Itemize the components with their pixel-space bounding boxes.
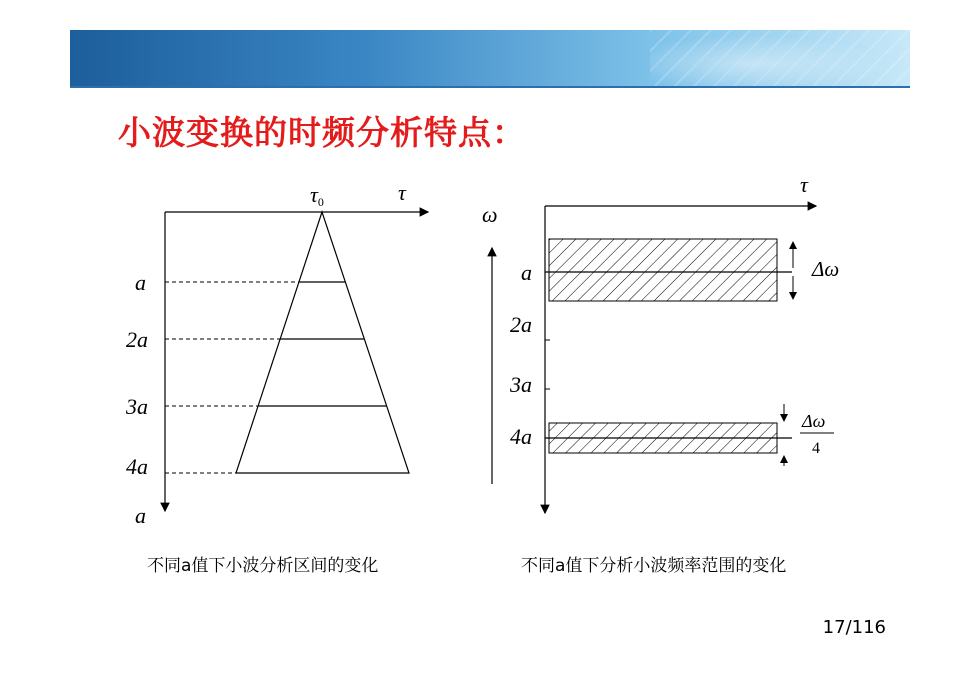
right-label-2a: 2a bbox=[510, 312, 532, 337]
right-label-4a: 4a bbox=[510, 424, 532, 449]
right-diagram bbox=[482, 172, 839, 513]
left-label-3a: 3a bbox=[126, 394, 148, 419]
delta-omega-label: Δω bbox=[812, 257, 840, 281]
wavelet-window-triangle bbox=[236, 212, 409, 473]
delta-omega-fraction-denominator: 4 bbox=[812, 440, 820, 457]
right-label-a: a bbox=[521, 260, 532, 285]
right-label-3a: 3a bbox=[510, 372, 532, 397]
right-caption: 不同a值下分析小波频率范围的变化 bbox=[521, 556, 787, 576]
left-axis-label-a: a bbox=[135, 503, 146, 528]
delta-omega-fraction-numerator: Δω bbox=[802, 411, 826, 431]
left-tau-label: τ bbox=[398, 180, 406, 205]
omega-label: ω bbox=[482, 202, 498, 227]
band-a-hatch bbox=[549, 239, 777, 301]
right-tau-label: τ bbox=[800, 172, 808, 197]
tau0-label: τ0 bbox=[310, 182, 324, 209]
page-number: 17/116 bbox=[822, 617, 886, 638]
left-diagram bbox=[125, 180, 428, 528]
slide-title: 小波变换的时频分析特点： bbox=[118, 113, 526, 152]
left-label-a: a bbox=[135, 270, 146, 295]
left-caption: 不同a值下小波分析区间的变化 bbox=[147, 556, 379, 576]
left-label-2a: 2a bbox=[126, 327, 148, 352]
left-label-4a: 4a bbox=[126, 454, 148, 479]
